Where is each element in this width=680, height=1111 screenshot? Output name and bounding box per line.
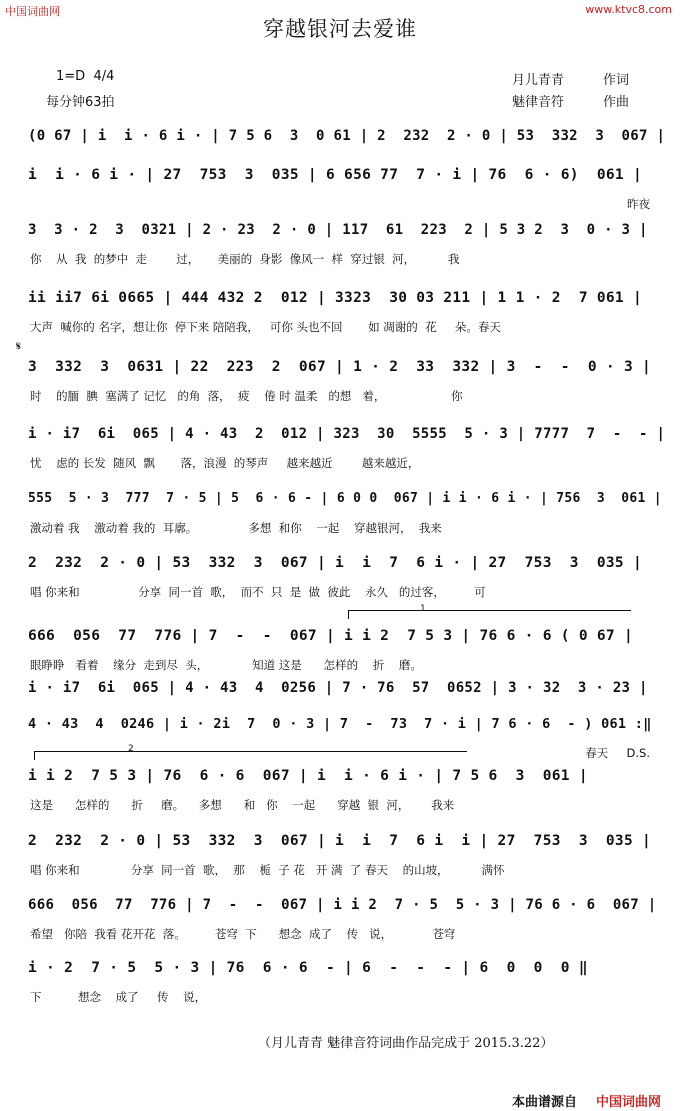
song-title: 穿越银河去爱谁 bbox=[263, 17, 417, 41]
notation-row: i · i7 6i 065 | 4 · 43 2 012 | 323 30 5555 5 · 3 | 7777 7 - - | bbox=[28, 426, 666, 442]
notation-row: 4 · 43 4 0246 | i · 2i 7 0 · 3 | 7 - 73 7 · i | 7 6 · 6 - ) 061 :‖ bbox=[28, 716, 652, 732]
lyric-line: 激动着 我 激动着 我的 耳廓。 多想 和你 一起 穿越银河， 我来 bbox=[30, 521, 442, 535]
lyric-line: 时 的腼 腆 塞满了 记忆 的角 落， 疲 倦 时 温柔 的想 着， 你 bbox=[30, 389, 463, 403]
lyric-line: 昨夜 bbox=[627, 197, 650, 211]
lyric-line: 你 从 我 的梦中 走 过， 美丽的 身影 像风一 样 穿过银 河， 我 bbox=[30, 252, 460, 266]
composer-role: 作曲 bbox=[603, 95, 630, 110]
notation-row: 3 3 · 2 3 0321 | 2 · 23 2 · 0 | 117 61 223 2 | 5 3 2 3 0 · 3 | bbox=[28, 222, 648, 238]
lyric-line: 这是 怎样的 折 磨。 多想 和 你 一起 穿越 银 河， 我来 bbox=[30, 798, 455, 812]
lyric-line: 忧 虑的 长发 随风 飘 落，浪漫 的琴声 越来越近 越来越近， bbox=[30, 456, 420, 470]
lyric-line: 唱 你来和 分享 同一首 歌， 而不 只 是 做 彼此 永久 的过客， 可 bbox=[30, 585, 486, 599]
notation-row: (0 67 | i i · 6 i · | 7 5 6 3 0 61 | 2 232 2 · 0 | 53 332 3 067 | bbox=[28, 128, 666, 144]
lyricist: 月儿青青 bbox=[512, 73, 565, 88]
source-label: 本曲谱源自 bbox=[512, 1095, 578, 1110]
notation-row: i · 2 7 · 5 5 · 3 | 76 6 · 6 - | 6 - - - | 6 0 0 0 ‖ bbox=[28, 960, 588, 976]
notation-row: ii ii7 6i 0665 | 444 432 2 012 | 3323 30 03 211 | 1 1 · 2 7 061 | bbox=[28, 290, 643, 306]
notation-row: 3 332 3 0631 | 22 223 2 067 | 1 · 2 33 332 | 3 - - 0 · 3 | bbox=[28, 359, 652, 375]
notation-row: 2 232 2 · 0 | 53 332 3 067 | i i 7 6 i · | 27 753 3 035 | bbox=[28, 555, 643, 571]
notation-row: 666 056 77 776 | 7 - - 067 | i i 2 7 5 3 | 76 6 · 6 ( 0 67 | bbox=[28, 628, 633, 644]
lyric-line: 春天 D.S. bbox=[585, 746, 650, 760]
notation-row: i · i7 6i 065 | 4 · 43 4 0256 | 7 · 76 57 0652 | 3 · 32 3 · 23 | bbox=[28, 680, 648, 696]
notation-row: i i · 6 i · | 27 753 3 035 | 6 656 77 7 · i | 76 6 · 6) 061 | bbox=[28, 167, 643, 183]
lyric-line: 眼睁睁 看着 缘分 走到尽 头， 知道 这是 怎样的 折 磨。 bbox=[30, 658, 422, 672]
volta-number-second: 2 bbox=[128, 744, 134, 754]
lyric-line: 下 想念 成了 传 说， bbox=[30, 990, 207, 1004]
site-watermark-right: www.ktvc8.com bbox=[585, 3, 672, 16]
notation-row: 666 056 77 776 | 7 - - 067 | i i 2 7 · 5 5 · 3 | 76 6 · 6 067 | bbox=[28, 897, 657, 913]
tempo: 每分钟63拍 bbox=[46, 95, 115, 110]
lyricist-role: 作词 bbox=[603, 73, 630, 88]
volta-number-first: 1 bbox=[420, 604, 426, 614]
notation-row: i i 2 7 5 3 | 76 6 · 6 067 | i i · 6 i · | 7 5 6 3 061 | bbox=[28, 768, 588, 784]
key-time-signature: 1=D 4/4 bbox=[56, 69, 115, 84]
lyric-line: 希望 你陪 我看 花开花 落。 苍穹 下 想念 成了 传 说， 苍穹 bbox=[30, 927, 456, 941]
completion-note: （月儿青青 魅律音符词曲作品完成于 2015.3.22） bbox=[258, 1036, 554, 1051]
source-site-link[interactable]: 中国词曲网 bbox=[596, 1095, 662, 1110]
notation-row: 555 5 · 3 777 7 · 5 | 5 6 · 6 - | 6 0 0 067 | i i · 6 i · | 756 3 061 | bbox=[28, 491, 662, 506]
lyric-line: 大声 喊你的 名字，想让你 停下来 陪陪我， 可你 头也不回 如 凋谢的 花 朵。春天 bbox=[30, 320, 501, 334]
composer: 魅律音符 bbox=[512, 95, 565, 110]
site-watermark-left: 中国词曲网 bbox=[5, 5, 60, 18]
segno-sign: 𝄋 bbox=[16, 339, 22, 353]
volta-bracket-second bbox=[34, 751, 467, 760]
notation-row: 2 232 2 · 0 | 53 332 3 067 | i i 7 6 i i | 27 753 3 035 | bbox=[28, 833, 652, 849]
lyric-line: 唱 你来和 分享 同一首 歌， 那 栀 子 花 开 满 了 春天 的山坡， 满怀 bbox=[30, 863, 505, 877]
volta-bracket-first bbox=[348, 610, 631, 619]
